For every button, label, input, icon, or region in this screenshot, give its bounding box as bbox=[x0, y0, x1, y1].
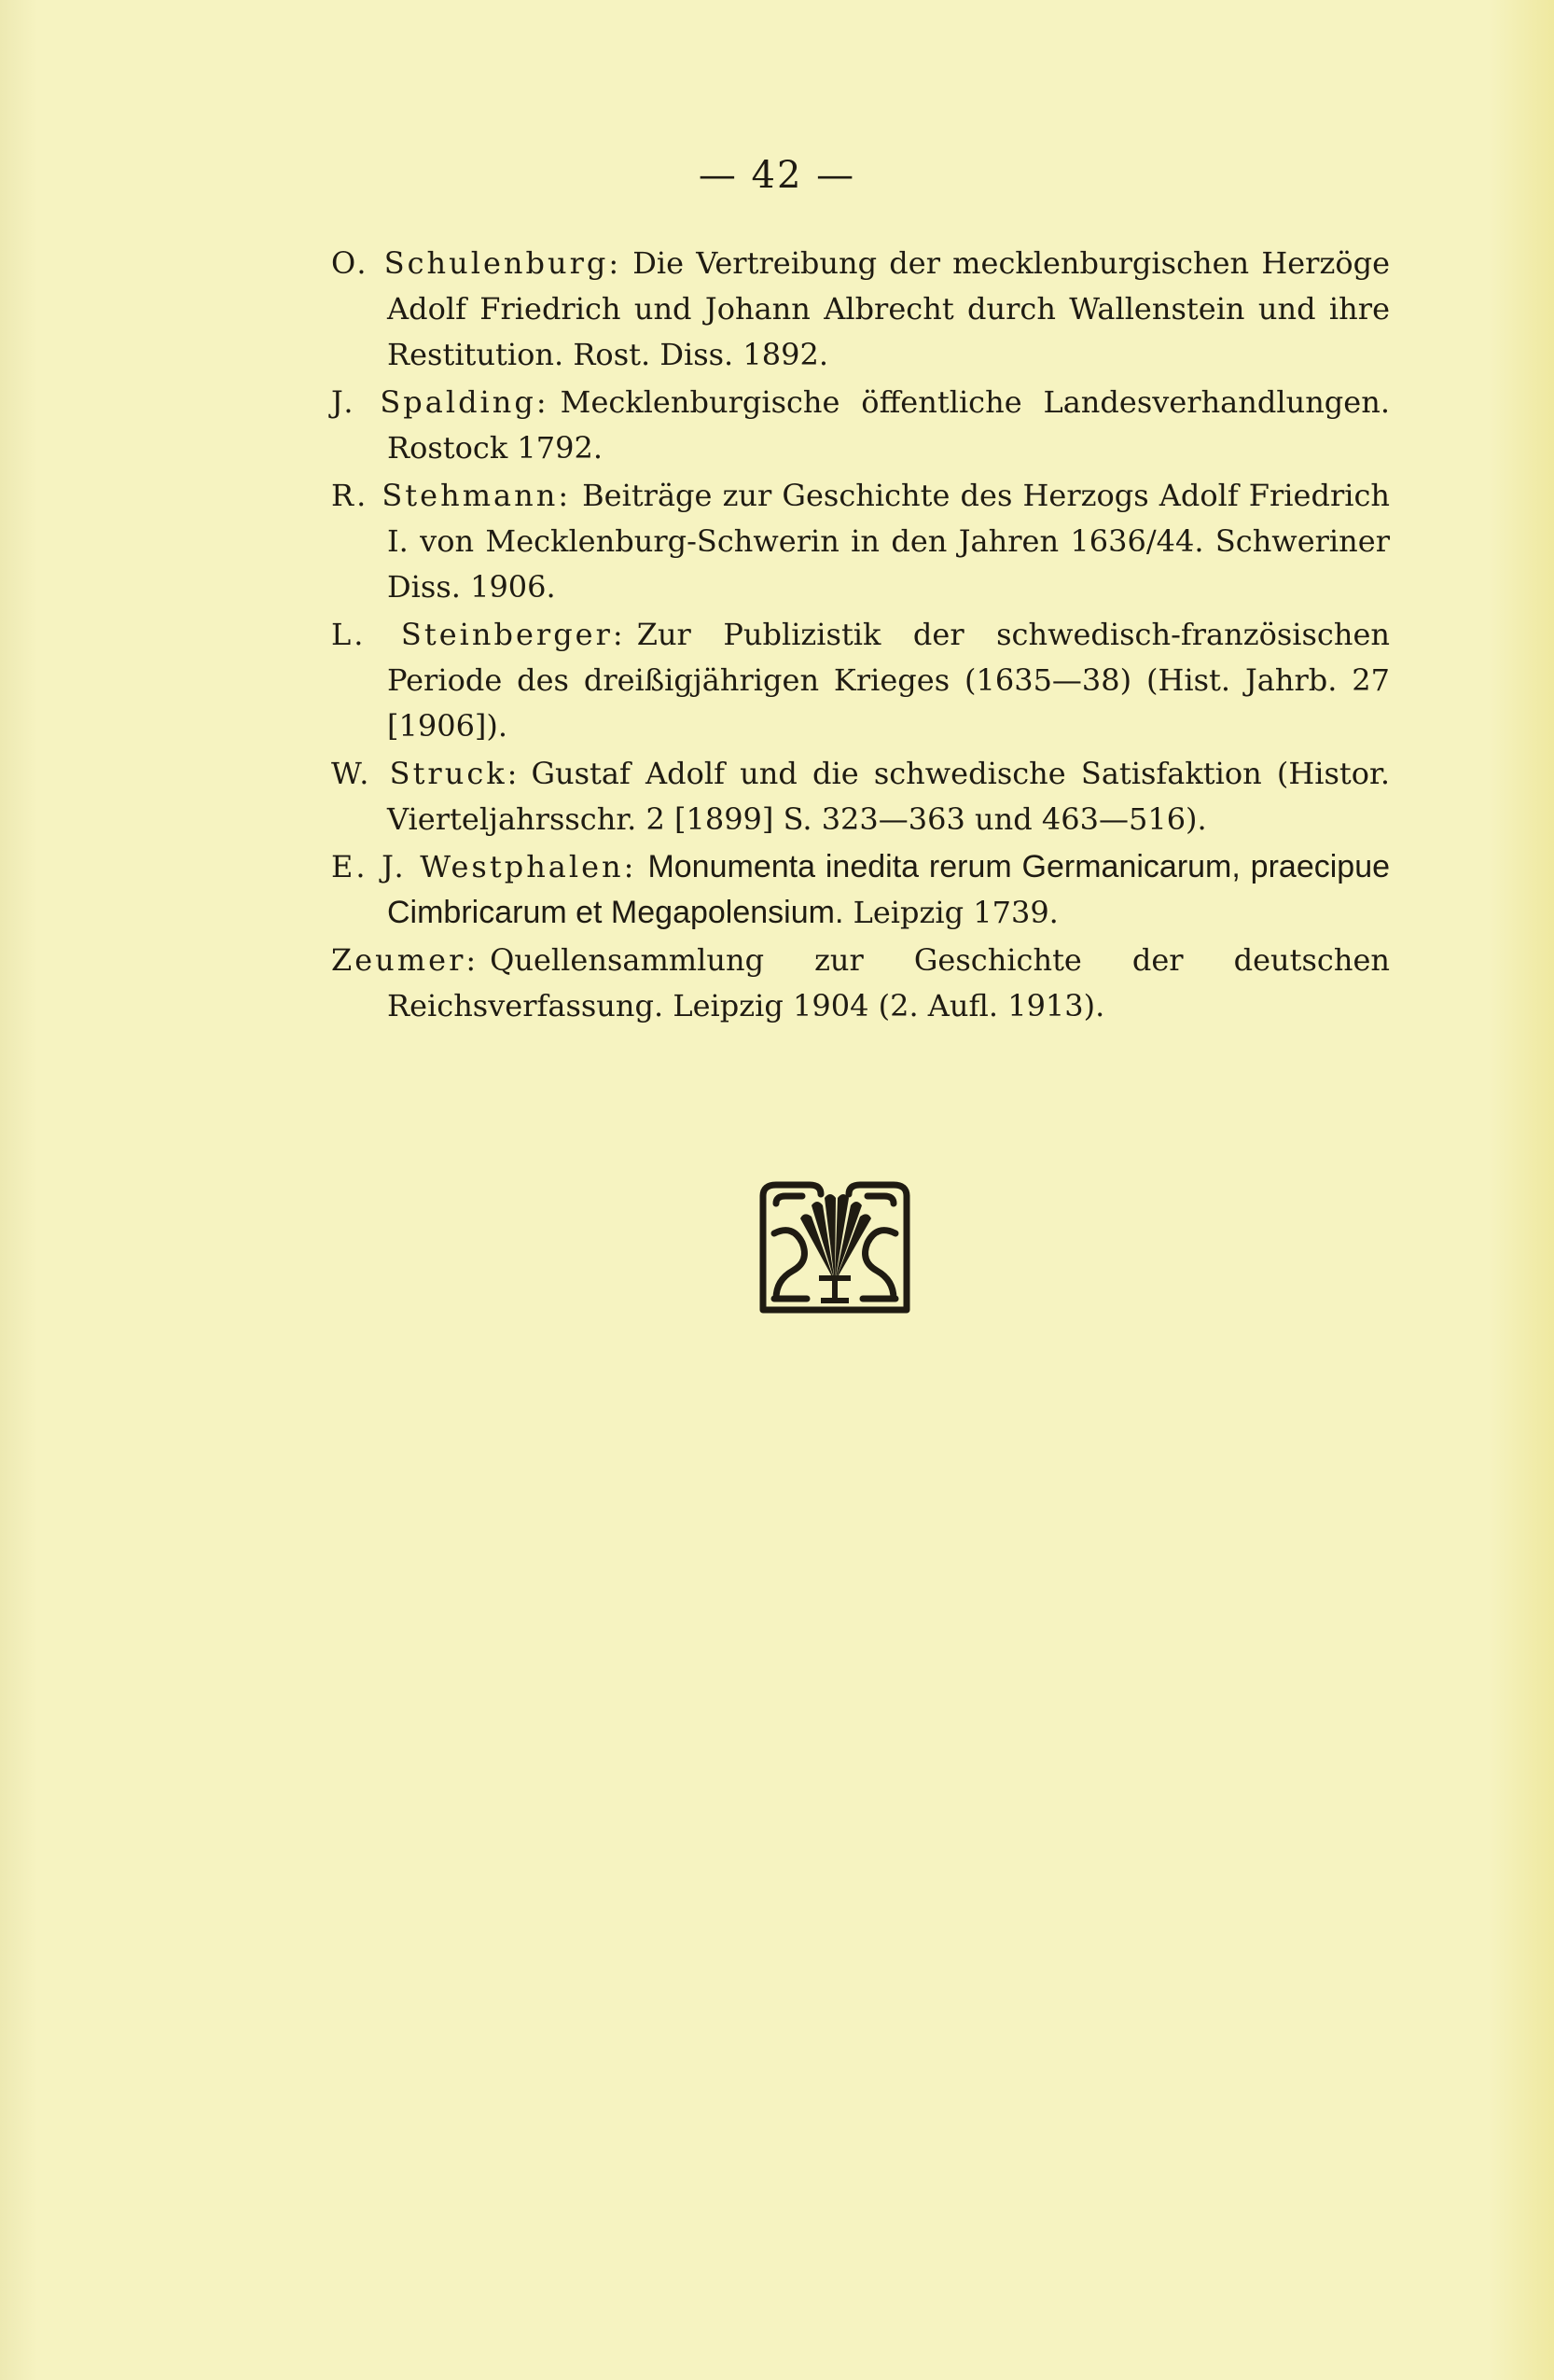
bibliography-list bbox=[331, 241, 1390, 1031]
entry-author: J. Spalding: bbox=[331, 384, 549, 420]
bibliography-entry bbox=[331, 473, 1390, 610]
entry-title: Beiträge zur Geschichte des Herzogs Adolf Friedrich I. von Mecklenburg-Schwerin in den Jahren 1636/44. Schweriner Diss. 1906. bbox=[387, 478, 1391, 605]
entry-title: Mecklenburgische öffentliche Landesverhandlungen. Rostock 1792. bbox=[387, 384, 1391, 466]
entry-author: E. J. Westphalen: bbox=[331, 849, 637, 884]
entry-title: Gustaf Adolf und die schwedische Satisfaktion (Histor. Vierteljahrsschr. 2 [1899] S. 323—363 und 463—516). bbox=[387, 756, 1391, 837]
bibliography-entry bbox=[331, 612, 1390, 749]
entry-author: L. Steinberger: bbox=[331, 617, 626, 652]
bibliography-entry bbox=[331, 241, 1390, 378]
bibliography-entry bbox=[331, 938, 1390, 1029]
entry-title: Die Vertreibung der mecklenburgischen Herzöge Adolf Friedrich und Johann Albrecht durch Wallenstein und ihre Restitution. Rost. Diss. 1892. bbox=[387, 245, 1391, 372]
entry-title: Quellensammlung zur Geschichte der deutschen Reichsverfassung. Leipzig 1904 (2. Aufl. 1913). bbox=[387, 942, 1390, 1023]
bibliography-entry bbox=[331, 844, 1390, 936]
art-nouveau-vignette-icon bbox=[756, 1177, 914, 1317]
entry-title-latin: Monumenta inedita rerum Germanicarum, praecipue Cimbricarum et Megapolensium. bbox=[387, 849, 1391, 930]
bibliography-entry bbox=[331, 751, 1390, 842]
entry-author: O. Schulenburg: bbox=[331, 245, 622, 281]
page-number: — 42 — bbox=[698, 154, 856, 197]
entry-author: W. Struck: bbox=[331, 756, 520, 791]
entry-title: Zur Publizistik der schwedisch-französischen Periode des dreißigjährigen Krieges (1635—38) (Hist. Jahrb. 27 [1906]). bbox=[387, 617, 1391, 744]
bibliography-entry bbox=[331, 380, 1390, 471]
entry-author: R. Stehmann: bbox=[331, 478, 572, 513]
entry-title-suffix: Leipzig 1739. bbox=[853, 895, 1059, 930]
entry-author: Zeumer: bbox=[331, 942, 479, 978]
